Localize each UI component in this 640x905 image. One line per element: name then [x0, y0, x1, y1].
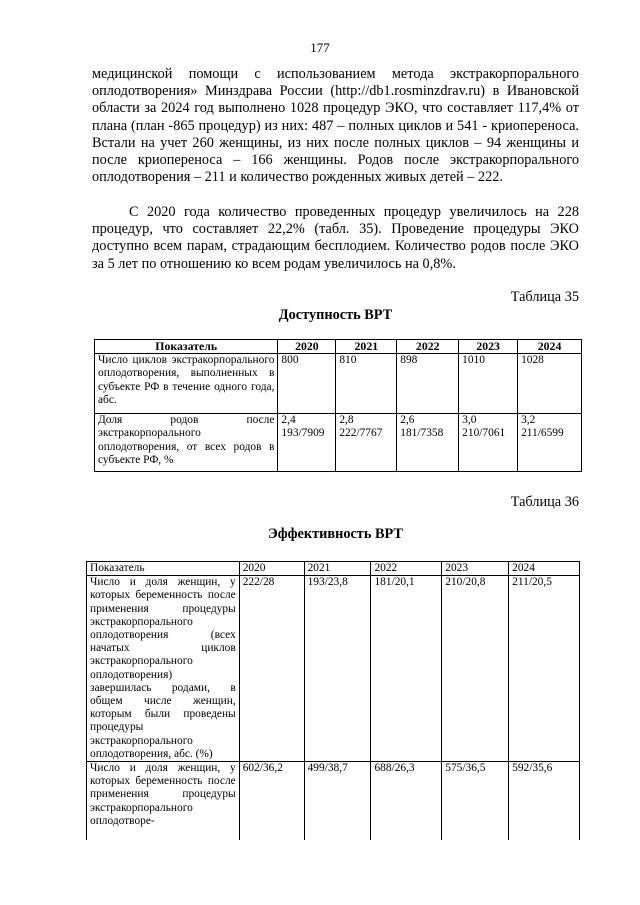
table-cell: 688/26,3	[371, 762, 442, 840]
table-header-row	[87, 562, 580, 576]
header-cell: 2022	[371, 562, 442, 576]
table-cell: 181/20,1	[371, 576, 442, 762]
table-cell: 800	[278, 354, 336, 414]
header-cell: 2023	[442, 562, 509, 576]
header-cell: 2021	[336, 340, 397, 354]
header-cell: 2020	[239, 562, 304, 576]
table-cell: 602/36,2	[239, 762, 304, 840]
table-36	[86, 561, 580, 840]
row-label: Число циклов экстракорпорального оплодотворения, выполненных в субъекте РФ в течение одного года, абс.	[95, 354, 278, 414]
table-cell: 211/20,5	[509, 576, 580, 762]
paragraph-2: С 2020 года количество проведенных процедур увеличилось на 228 процедур, что составляет 22,2% (табл. 35). Проведение процедуры ЭКО доступно всем парам, страдающим бесплодием. Количество родов после ЭКО за 5 лет по отношению ко всем родам увеличилось на 0,8%.	[92, 204, 579, 272]
paragraph-1: медицинской помощи с использованием метода экстракорпорального оплодотворения» Минздрава России (http://db1.rosminzdrav.ru) в Ивановской области за 2024 год выполнено 1028 процедур ЭКО, что составляет 117,4% от плана (план -865 процедур) из них: 487 – полных циклов и 541 - криопереноса. Встали на учет 260 женщины, из них после полных циклов – 94 женщины и после криопереноса – 166 женщины. Родов после экстракорпорального оплодотворения – 211 и количество рожденных живых детей – 222.	[92, 66, 579, 186]
table-row	[87, 576, 580, 762]
table-cell: 1010	[459, 354, 518, 414]
header-cell: 2024	[509, 562, 580, 576]
table-cell: 2,8 222/7767	[336, 414, 397, 472]
table-header-row	[95, 340, 582, 354]
table-cell: 499/38,7	[304, 762, 371, 840]
table-cell: 3,2 211/6599	[518, 414, 582, 472]
table-35	[94, 339, 582, 472]
table-row	[87, 762, 580, 840]
page-number: 177	[310, 40, 330, 55]
table-cell: 1028	[518, 354, 582, 414]
table-cell: 810	[336, 354, 397, 414]
table-cell: 2,4 193/7909	[278, 414, 336, 472]
table-cell: 3,0 210/7061	[459, 414, 518, 472]
table-row	[95, 414, 582, 472]
table-cell: 222/28	[239, 576, 304, 762]
table-cell: 575/36,5	[442, 762, 509, 840]
table-36-title: Эффективность ВРТ	[268, 526, 403, 542]
table-cell: 210/20,8	[442, 576, 509, 762]
table-cell: 898	[397, 354, 459, 414]
header-cell: 2022	[397, 340, 459, 354]
header-cell: Показатель	[87, 562, 240, 576]
table-35-title: Доступность ВРТ	[278, 307, 393, 323]
header-cell: 2024	[518, 340, 582, 354]
table-cell: 592/35,6	[509, 762, 580, 840]
table-cell: 2,6 181/7358	[397, 414, 459, 472]
row-label: Доля родов после экстракорпорального оплодотворения, от всех родов в субъекте РФ, %	[95, 414, 278, 472]
row-label: Число и доля женщин, у которых беременность после применения процедуры экстракорпорального оплодотворения (всех начатых циклов экстракорпорального оплодотворения) завершилась родами, в общем числе женщин, которым были проведены процедуры экстракорпорального оплодотворения, абс. (%)	[87, 576, 240, 762]
header-cell: Показатель	[95, 340, 278, 354]
row-label: Число и доля женщин, у которых беременность после применения процедуры экстракорпорального оплодотворе-	[87, 762, 240, 840]
table-cell: 193/23,8	[304, 576, 371, 762]
header-cell: 2023	[459, 340, 518, 354]
table-row	[95, 354, 582, 414]
table-36-caption: Таблица 36	[510, 494, 579, 510]
header-cell: 2021	[304, 562, 371, 576]
header-cell: 2020	[278, 340, 336, 354]
table-35-caption: Таблица 35	[510, 289, 579, 305]
